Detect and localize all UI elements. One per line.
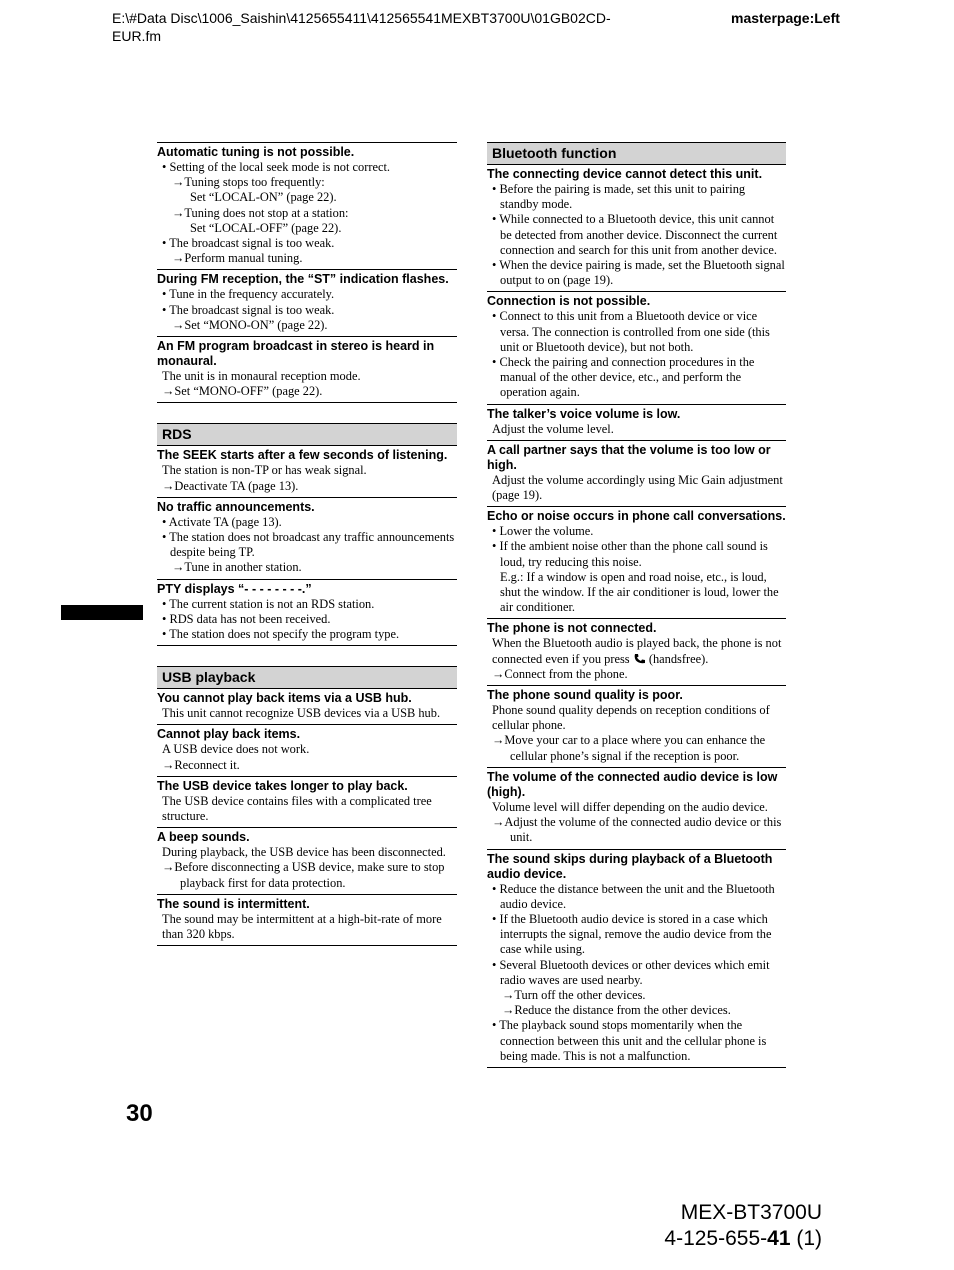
remedy-item: →Perform manual tuning. — [172, 251, 303, 266]
troubleshoot-entry — [157, 828, 457, 895]
cause-text: The USB device contains files with a complicated tree structure. — [162, 793, 432, 824]
troubleshoot-entry — [487, 441, 786, 507]
troubleshoot-entry — [157, 270, 457, 337]
problem-heading: The phone sound quality is poor. — [487, 688, 683, 703]
cause-item: • The station does not specify the program type. — [162, 627, 400, 642]
file-path-header: E:\#Data Disc\1006_Saishin\4125655411\412565541MEXBT3700U\01GB02CD-EUR.fm — [112, 10, 611, 44]
remedy-item: →Adjust the volume of the connected audio device or this unit. — [492, 815, 782, 845]
problem-heading: During FM reception, the “ST” indication flashes. — [157, 272, 449, 287]
cause-item: • While connected to a Bluetooth device, this unit cannot be detected from another device. Disconnect the current connection and search for this unit from another device. — [492, 212, 778, 257]
right-arrow-icon: → — [502, 1003, 515, 1018]
cause-item: • Reduce the distance between the unit and the Bluetooth audio device. — [492, 881, 775, 911]
troubleshoot-entry — [157, 895, 457, 946]
problem-heading: Connection is not possible. — [487, 294, 651, 309]
phone-icon — [633, 653, 646, 664]
cause-item: • The playback sound stops momentarily when the connection between this unit and the cellular phone is being made. This is not a malfunction. — [492, 1018, 767, 1063]
cause-item: • Lower the volume. — [492, 524, 594, 539]
masterpage-label: masterpage:Left — [731, 10, 840, 26]
problem-heading: Echo or noise occurs in phone call conversations. — [487, 509, 786, 524]
cause-example: E.g.: If a window is open and road noise, etc., is loud, shut the window. If the air conditioner is loud, lower the air conditioner. — [500, 569, 779, 615]
right-arrow-icon: → — [162, 478, 175, 493]
problem-heading: The USB device takes longer to play back. — [157, 778, 408, 793]
model-code: 4-125-655-41 (1) — [664, 1227, 822, 1250]
remedy-detail: Set “LOCAL-OFF” (page 22). — [190, 220, 342, 235]
cause-item: • Setting of the local seek mode is not correct. — [162, 160, 390, 174]
problem-heading: A call partner says that the volume is too low or high. — [487, 442, 771, 472]
cause-item: • When the device pairing is made, set the Bluetooth signal output to on (page 19). — [492, 258, 785, 288]
troubleshoot-entry — [487, 165, 786, 292]
cause-text: The station is non-TP or has weak signal. — [162, 463, 367, 478]
problem-heading: Cannot play back items. — [157, 727, 301, 742]
troubleshoot-entry — [157, 337, 457, 403]
right-arrow-icon: → — [172, 317, 185, 332]
section-title-bluetooth: Bluetooth function — [487, 142, 786, 165]
section-title-usb: USB playback — [157, 666, 457, 689]
right-column — [487, 142, 786, 1068]
right-arrow-icon: → — [492, 666, 505, 681]
cause-text: This unit cannot recognize USB devices via a USB hub. — [162, 706, 441, 721]
left-column — [157, 142, 457, 946]
cause-item: • Tune in the frequency accurately. — [162, 287, 335, 302]
cause-item: • Before the pairing is made, set this unit to pairing standby mode. — [492, 182, 746, 212]
cause-item: • The broadcast signal is too weak. — [162, 302, 335, 317]
troubleshoot-entry — [157, 777, 457, 828]
problem-heading: The sound is intermittent. — [157, 896, 310, 911]
troubleshoot-entry — [487, 619, 786, 686]
section-index-tab — [61, 605, 143, 620]
cause-item: • Activate TA (page 13). — [162, 514, 282, 529]
cause-item: • The station does not broadcast any traffic announcements despite being TP. — [162, 530, 455, 560]
problem-heading: The connecting device cannot detect this unit. — [487, 167, 763, 181]
remedy-item: →Before disconnecting a USB device, make sure to stop playback first for data protection. — [162, 860, 445, 890]
cause-text: During playback, the USB device has been disconnected. — [162, 845, 446, 860]
problem-heading: Automatic tuning is not possible. — [157, 145, 355, 159]
right-arrow-icon: → — [172, 175, 185, 190]
problem-heading: The phone is not connected. — [487, 621, 657, 636]
cause-item: • The current station is not an RDS station. — [162, 596, 375, 611]
right-arrow-icon: → — [492, 733, 505, 748]
problem-heading: PTY displays “- - - - - - - -.” — [157, 581, 312, 596]
remedy-item: →Reconnect it. — [162, 757, 240, 772]
right-arrow-icon: → — [172, 251, 185, 266]
troubleshoot-entry — [487, 850, 786, 1068]
troubleshoot-entry — [487, 292, 786, 404]
remedy-item: →Reduce the distance from the other devices. — [502, 1003, 731, 1018]
cause-item: • Check the pairing and connection procedures in the manual of the other device, etc., and perform the operation again. — [492, 355, 755, 400]
problem-heading: No traffic announcements. — [157, 499, 315, 514]
cause-text: The unit is in monaural reception mode. — [162, 369, 361, 384]
remedy-item: →Set “MONO-ON” (page 22). — [172, 317, 328, 332]
right-arrow-icon: → — [162, 860, 175, 875]
cause-item: • RDS data has not been received. — [162, 611, 331, 626]
troubleshoot-entry — [487, 768, 786, 850]
remedy-item: →Set “MONO-OFF” (page 22). — [162, 384, 323, 399]
cause-text: A USB device does not work. — [162, 742, 310, 757]
cause-text: The sound may be intermittent at a high-bit-rate of more than 320 kbps. — [162, 911, 442, 942]
remedy-item: →Turn off the other devices. — [502, 987, 646, 1002]
cause-text: When the Bluetooth audio is played back, the phone is not connected even if you press (handsfree). — [492, 636, 782, 666]
section-title-rds: RDS — [157, 423, 457, 446]
troubleshoot-entry — [157, 580, 457, 647]
troubleshoot-entry — [157, 725, 457, 776]
problem-heading: The sound skips during playback of a Bluetooth audio device. — [487, 851, 773, 881]
remedy-item: →Tuning does not stop at a station: — [172, 205, 349, 220]
right-arrow-icon: → — [162, 757, 175, 772]
cause-text: Volume level will differ depending on the audio device. — [492, 799, 768, 814]
cause-item: • Several Bluetooth devices or other devices which emit radio waves are used nearby. — [492, 957, 770, 987]
page-number: 30 — [126, 1100, 153, 1127]
problem-heading: The talker’s voice volume is low. — [487, 406, 681, 421]
remedy-detail: Set “LOCAL-ON” (page 22). — [190, 190, 337, 205]
right-arrow-icon: → — [172, 205, 185, 220]
model-name: MEX-BT3700U — [680, 1201, 822, 1224]
remedy-item: →Move your car to a place where you can enhance the cellular phone’s signal if the reception is poor. — [492, 733, 766, 763]
problem-heading: The SEEK starts after a few seconds of listening. — [157, 448, 448, 463]
remedy-item: →Tuning stops too frequently: — [172, 175, 325, 190]
right-arrow-icon: → — [172, 560, 185, 575]
cause-item: • If the Bluetooth audio device is stored in a case which interrupts the signal, remove the audio device from the case while using. — [492, 911, 772, 957]
problem-heading: You cannot play back items via a USB hub. — [157, 691, 412, 706]
remedy-item: →Connect from the phone. — [492, 666, 628, 681]
cause-text: Adjust the volume level. — [492, 421, 614, 436]
troubleshoot-entry — [157, 446, 457, 497]
troubleshoot-entry — [157, 689, 457, 725]
troubleshoot-entry — [487, 686, 786, 768]
cause-text: Adjust the volume accordingly using Mic Gain adjustment (page 19). — [492, 472, 783, 503]
problem-heading: A beep sounds. — [157, 830, 250, 845]
problem-heading: The volume of the connected audio device is low (high). — [487, 769, 778, 799]
remedy-item: →Deactivate TA (page 13). — [162, 478, 299, 493]
troubleshoot-entry — [487, 507, 786, 619]
right-arrow-icon: → — [492, 815, 505, 830]
cause-item: • The broadcast signal is too weak. — [162, 236, 335, 251]
cause-item: • Connect to this unit from a Bluetooth device or vice versa. The connection is controlled from one side (this unit or Bluetooth device), but not both. — [492, 309, 770, 354]
right-arrow-icon: → — [502, 987, 515, 1002]
troubleshoot-entry — [157, 142, 457, 270]
cause-text: Phone sound quality depends on reception conditions of cellular phone. — [492, 703, 770, 733]
troubleshoot-entry — [157, 498, 457, 580]
remedy-item: →Tune in another station. — [172, 560, 302, 575]
cause-item: • If the ambient noise other than the phone call sound is loud, try reducing this noise. — [492, 539, 768, 569]
troubleshoot-entry — [487, 405, 786, 441]
right-arrow-icon: → — [162, 384, 175, 399]
problem-heading: An FM program broadcast in stereo is heard in monaural. — [157, 339, 435, 369]
